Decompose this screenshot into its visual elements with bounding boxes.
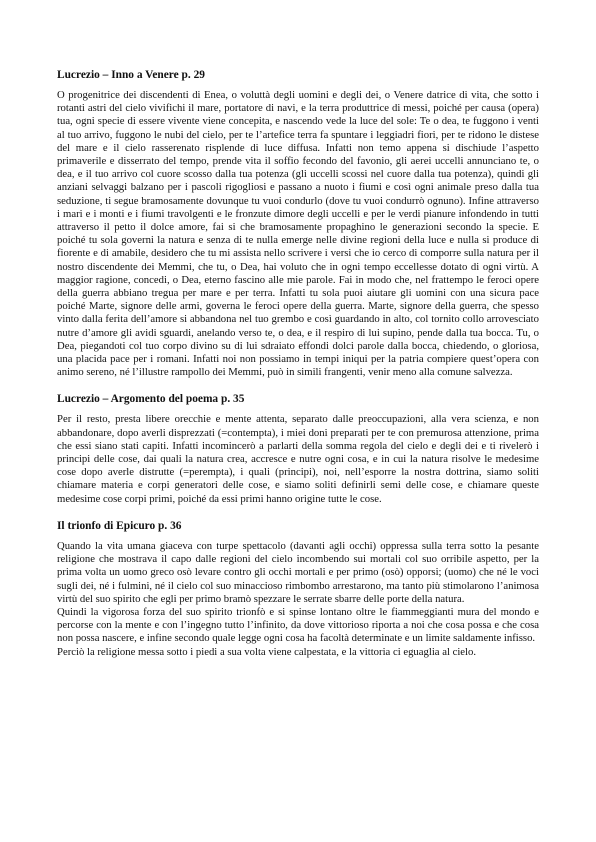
section-spacer xyxy=(57,506,539,519)
section-inno-a-venere xyxy=(57,68,539,379)
section-paragraph: O progenitrice dei discendenti di Enea, o voluttà degli uomini e degli dei, o Venere datrice di vita, che sotto i rotanti astri del cielo vivifichi il mare, portatore di navi, e la terra produttrice di messi, poiché per causa (opera) tua, ogni specie di essere vivente viene concepita, e nascendo vede la luce del sole: Te o dea, te fuggono i venti al tuo arrivo, fuggono le nubi del cielo, per te l’artefice terra fa spuntare i leggiadri fiori, per te ridono le distese del mare e il cielo rasserenato risplende di luce diffusa. Infatti non temo appena si dischiude l’aspetto primaverile e disserrato del tempo, prende vita il soffio fecondo del favonio, gli aerei uccelli annunciano te, o dea, e il tuo arrivo col cuore scosso dalla tua potenza (gli uccelli scossi nel cuore dalla tua potenza), quindi gli anziani selvaggi balzano per i pascoli rigogliosi e passano a nuoto i fiumi e così ogni animale preso dalla tua seduzione, ti segue bramosamente dovunque tu vuoi condurlo (dove tu vuoi condurrò ognuno). Infine attraverso i mari e i monti e i fiumi travolgenti e le fronzute dimore degli uccelli e per le verdi pianure infondendo in tutti attraverso il petto il dolce amore, fai si che bramosamente propaghino le generazioni secondo la specie. E poiché tu sola governi la natura e senza di te nulla emerge nelle divine regioni della luce e nulla si produce di fiorente e di amabile, desidero che tu mi assista nello scrivere i versi che io cerco di comporre sulla natura per il nostro discendente dei Memmi, che tu, o Dea, hai voluto che in ogni tempo eccellesse dotato di ogni virtù. A maggior ragione, concedi, o Dea, eterno fascino alle mie parole. Fai in modo che, nel frattempo le feroci opere della guerra abbiano tregua per mare e per terra. Infatti tu sola puoi aiutare gli uomini con una sicura pace poiché Marte, signore delle armi, governa le feroci opere della guerra. Marte, signore della guerra, che spesso vinto dalla ferita dell’amore si abbandona nel tuo grembo e così guardando in alto, col tornito collo arrovesciato nutre d’amore gli avidi sguardi, anelando verso te, o dea, e il respiro di lui supino, pende dalla tua bocca. Tu, o Dea, piegandoti col tuo corpo divino su di lui sdraiato effondi dolci parole dalla bocca, chiedendo, o gloriosa, una placida pace per i romani. Infatti noi non possiamo in tempi iniqui per la patria compiere quest’opera con animo sereno, né l’illustre rampollo dei Memmi, può in simili frangenti, venir meno alla comune salvezza. xyxy=(57,89,539,379)
section-trionfo-di-epicuro xyxy=(57,519,539,659)
section-paragraph: Quindi la vigorosa forza del suo spirito trionfò e si spinse lontano oltre le fiammeggianti mura del mondo e percorse con la mente e con l’ingegno tutto l’infinito, da dove vittorioso riporta a noi che cosa possa e che cosa non possa nascere, e infine secondo quale legge ogni cosa ha facoltà determinate e un limite saldamente infisso. xyxy=(57,605,539,645)
section-paragraph: Per il resto, presta libere orecchie e mente attenta, separato dalle preoccupazioni, alla vera scienza, e non abbandonare, dopo averli disprezzati (=contempta), i miei doni preparati per te con premurosa attenzione, prima che essi siano stati capiti. Infatti incomincerò a parlarti della somma regola del cielo e degli dei e ti rivelerò i principi delle cose, dai quali la natura crea, accresce e nutre ogni cosa, e in cui la natura risolve le medesime cose dopo averle distrutte (=perempta), i quali (principi), noi, nell’esporre la nostra dottrina, siamo soliti chiamare materia e corpi generatori delle cose, e siamo soliti definirli semi delle cose, e chiamare queste medesime cose corpi primi, poiché da essi primi hanno origine tutte le cose. xyxy=(57,413,539,505)
section-heading: Lucrezio – Inno a Venere p. 29 xyxy=(57,69,205,81)
section-heading: Lucrezio – Argomento del poema p. 35 xyxy=(57,393,245,406)
section-paragraph: Quando la vita umana giaceva con turpe spettacolo (davanti agli occhi) oppressa sulla terra sotto la pesante religione che mostrava il capo dalle regioni del cielo incombendo sui mortali col suo orribile aspetto, per la prima volta un uomo greco osò levare contro gli occhi mortali e per primo (osò) opporsi; (uomo) che né le voci sugli dei, né i fulmini, né il cielo col suo minaccioso rimbombo arrestarono, ma tanto più stimolarono l’animosa virtù del suo spirito che egli per primo bramò spezzare le serrate sbarre delle porte della natura. xyxy=(57,539,539,605)
section-argomento-del-poema xyxy=(57,392,539,505)
section-paragraph: Perciò la religione messa sotto i piedi a sua volta viene calpestata, e la vittoria ci eguaglia al cielo. xyxy=(57,645,477,658)
section-spacer xyxy=(57,379,539,392)
section-heading: Il trionfo di Epicuro p. 36 xyxy=(57,519,182,532)
